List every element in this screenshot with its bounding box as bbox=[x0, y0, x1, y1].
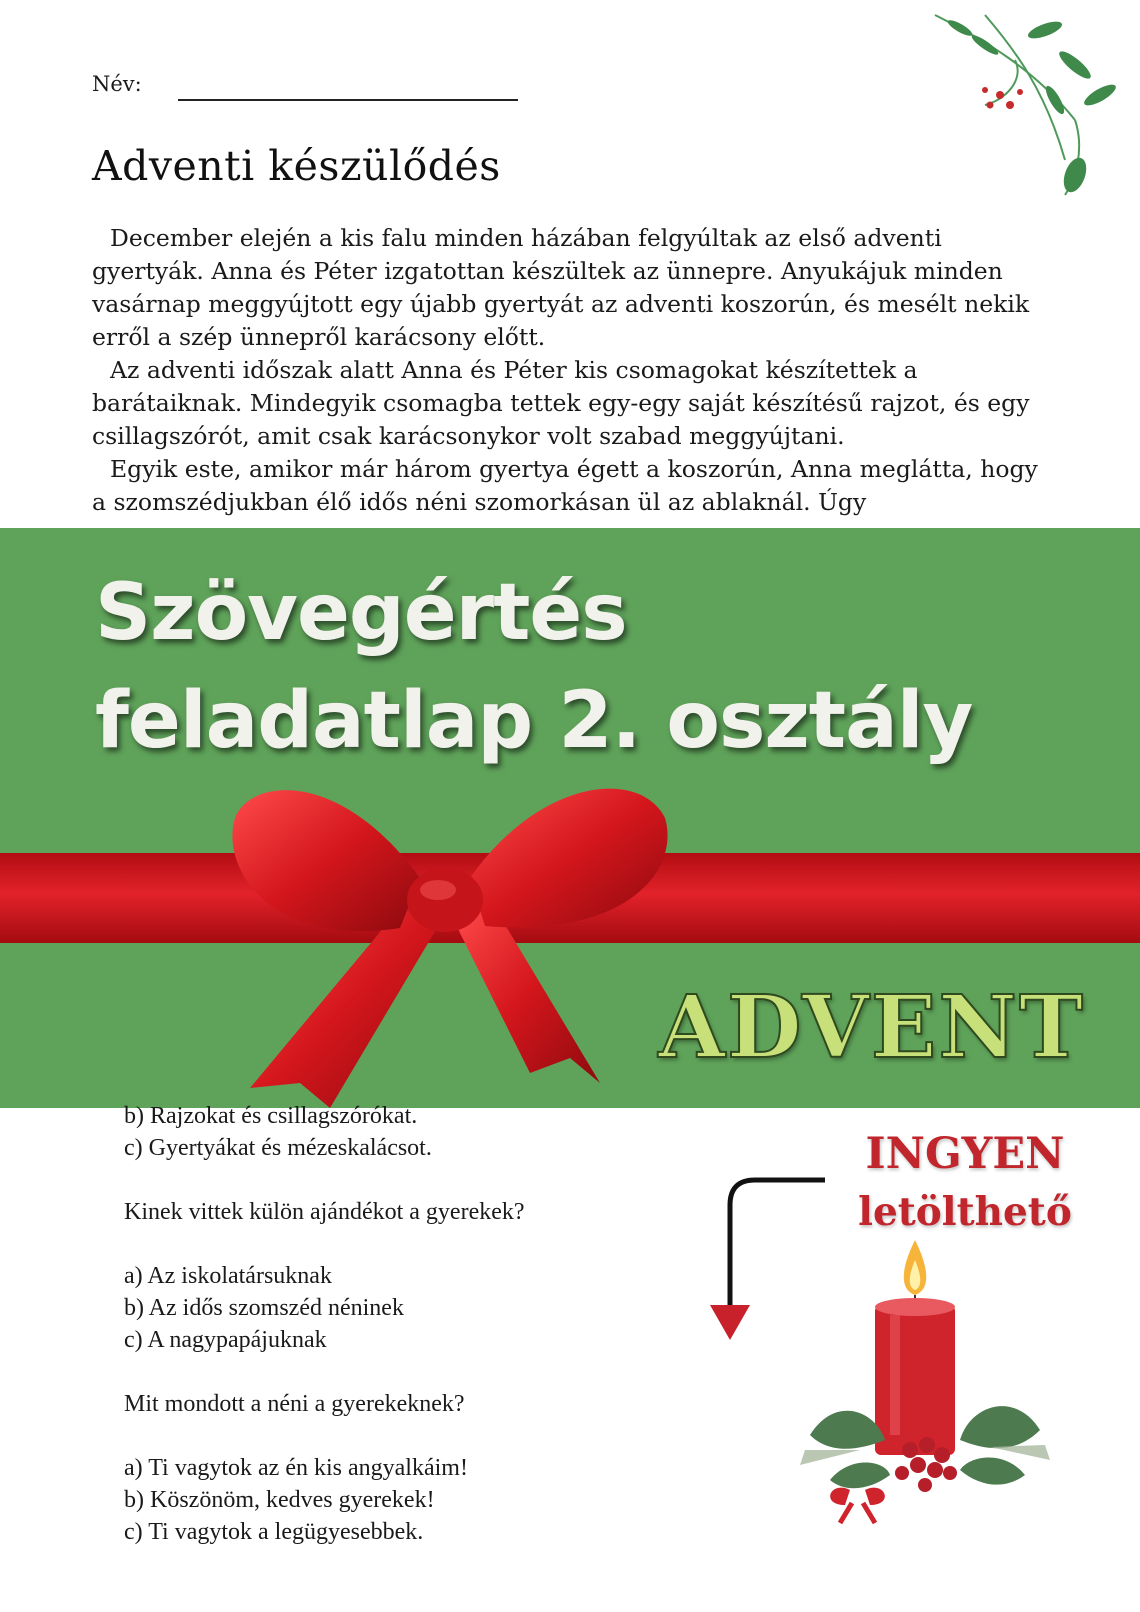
answer-option: c) Gyertyákat és mézeskalácsot. bbox=[124, 1135, 432, 1161]
story-paragraph: December elején a kis falu minden házában felgyúltak az első adventi gyertyák. Anna és Péter izgatottan készültek az ünnepre. Anyukájuk minden vasárnap meggyújtott egy újabb gyertyát az adventi koszorún, és mesélt nekik erről a szép ünnepről karácsony előtt. bbox=[92, 224, 1030, 351]
answer-option: a) Az iskolatársuknak bbox=[124, 1263, 332, 1289]
answer-option: b) Az idős szomszéd néninek bbox=[124, 1295, 404, 1321]
answer-option: b) Köszönöm, kedves gyerekek! bbox=[124, 1487, 435, 1513]
banner-title-line1: Szövegértés bbox=[95, 568, 627, 658]
questions-section bbox=[124, 1100, 525, 1548]
answer-option: c) A nagypapájuknak bbox=[124, 1327, 327, 1353]
question-text: Kinek vittek külön ajándékot a gyerekek? bbox=[124, 1199, 525, 1225]
name-input-line[interactable] bbox=[178, 99, 518, 101]
page-title: Adventi készülődés bbox=[92, 142, 501, 190]
answer-option: c) Ti vagytok a legügyesebbek. bbox=[124, 1519, 424, 1545]
story-paragraph: Az adventi időszak alatt Anna és Péter kis csomagokat készítettek a barátaiknak. Mindegyik csomagba tettek egy-egy saját készítésű rajzot, és egy csillagszórót, amit csak karácsonykor volt szabad meggyújtani. bbox=[92, 356, 1030, 450]
answer-option: a) Ti vagytok az én kis angyalkáim! bbox=[124, 1455, 468, 1481]
promo-line2: letölthető bbox=[858, 1189, 1072, 1235]
holly-branch-icon bbox=[925, 10, 1135, 210]
title-banner bbox=[0, 528, 1140, 1108]
story-text bbox=[92, 222, 1052, 519]
promo-line1: INGYEN bbox=[865, 1129, 1065, 1179]
banner-title-line2: feladatlap 2. osztály bbox=[95, 676, 973, 766]
promo-text bbox=[830, 1125, 1100, 1241]
candle-icon bbox=[790, 1235, 1060, 1525]
story-paragraph: Egyik este, amikor már három gyertya égett a koszorún, Anna meglátta, hogy a szomszédjukban élő idős néni szomorkásan ül az ablaknál. Úgy bbox=[92, 455, 1038, 516]
answer-option: b) Rajzokat és csillagszórókat. bbox=[124, 1103, 418, 1129]
question-text: Mit mondott a néni a gyerekeknek? bbox=[124, 1391, 465, 1417]
name-label: Név: bbox=[92, 72, 142, 96]
advent-heading: ADVENT bbox=[658, 977, 1085, 1078]
